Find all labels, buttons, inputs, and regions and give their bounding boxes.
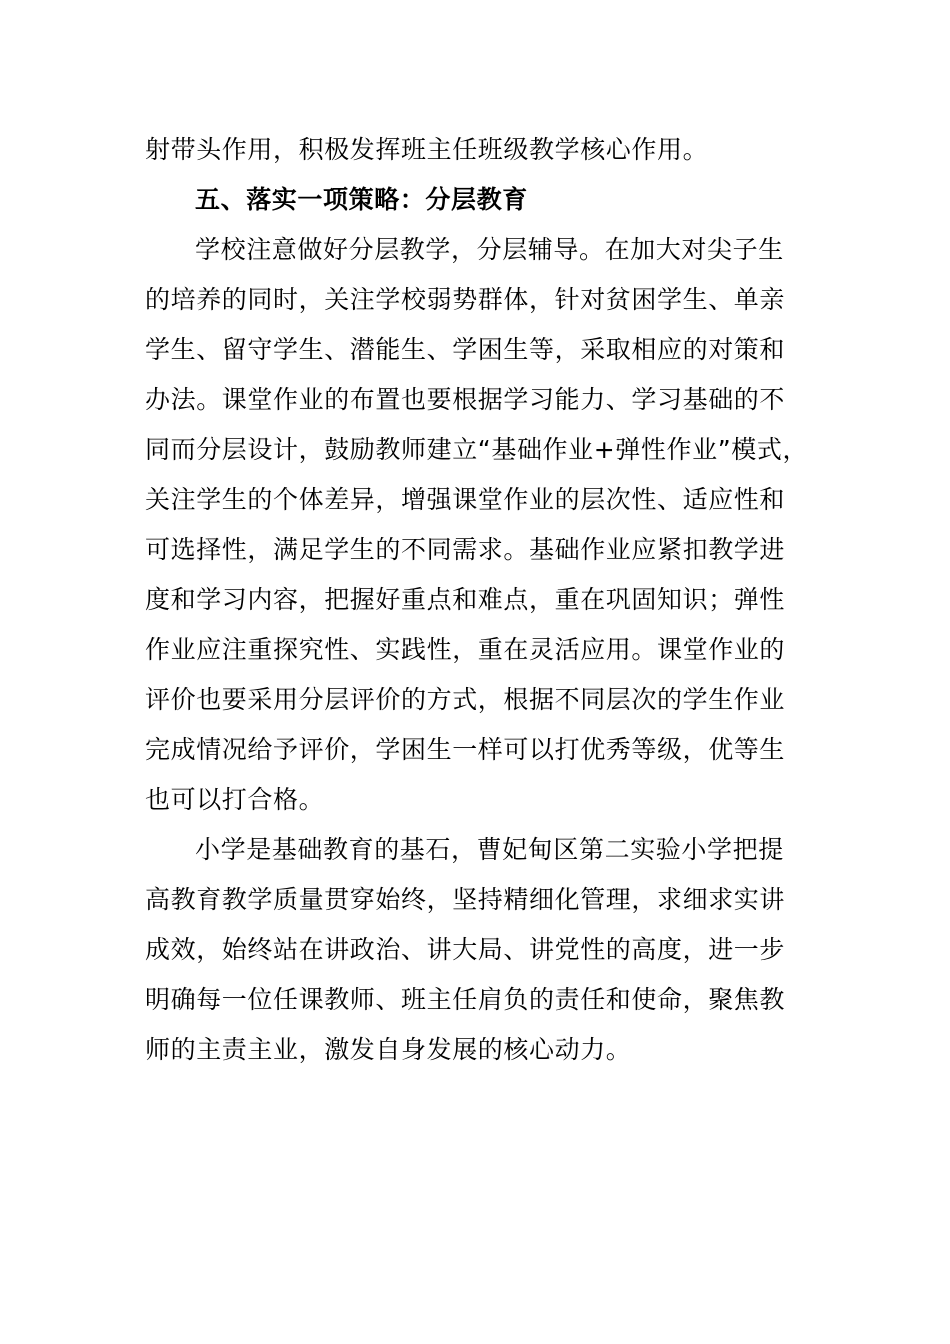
paragraph-line: 的培养的同时，关注学校弱势群体，针对贫困学生、单亲 xyxy=(145,285,786,314)
paragraph-line: 师的主责主业，激发自身发展的核心动力。 xyxy=(145,1035,632,1064)
paragraph-line: 完成情况给予评价，学困生一样可以打优秀等级，优等生 xyxy=(145,735,786,764)
paragraph-line: 成效，始终站在讲政治、讲大局、讲党性的高度，进一步 xyxy=(145,935,786,964)
paragraph-continuation-line: 射带头作用，积极发挥班主任班级教学核心作用。 xyxy=(145,135,709,164)
paragraph-line: 学生、留守学生、潜能生、学困生等，采取相应的对策和 xyxy=(145,335,786,364)
paragraph-line: 也可以打合格。 xyxy=(145,785,325,814)
paragraph-line: 学校注意做好分层教学，分层辅导。在加大对尖子生 xyxy=(195,235,784,264)
paragraph-line: 同而分层设计，鼓励教师建立“基础作业+弹性作业”模式， xyxy=(145,435,809,464)
paragraph-line: 办法。课堂作业的布置也要根据学习能力、学习基础的不 xyxy=(145,385,786,414)
paragraph-line: 明确每一位任课教师、班主任肩负的责任和使命，聚焦教 xyxy=(145,985,786,1014)
section-heading: 五、落实一项策略：分层教育 xyxy=(195,185,528,214)
paragraph-line: 可选择性，满足学生的不同需求。基础作业应紧扣教学进 xyxy=(145,535,786,564)
paragraph-line: 小学是基础教育的基石，曹妃甸区第二实验小学把提 xyxy=(195,835,784,864)
paragraph-line: 度和学习内容，把握好重点和难点，重在巩固知识；弹性 xyxy=(145,585,786,614)
paragraph-line: 作业应注重探究性、实践性，重在灵活应用。课堂作业的 xyxy=(145,635,786,664)
paragraph-line: 评价也要采用分层评价的方式，根据不同层次的学生作业 xyxy=(145,685,786,714)
paragraph-line: 高教育教学质量贯穿始终，坚持精细化管理，求细求实讲 xyxy=(145,885,786,914)
paragraph-line: 关注学生的个体差异，增强课堂作业的层次性、适应性和 xyxy=(145,485,786,514)
